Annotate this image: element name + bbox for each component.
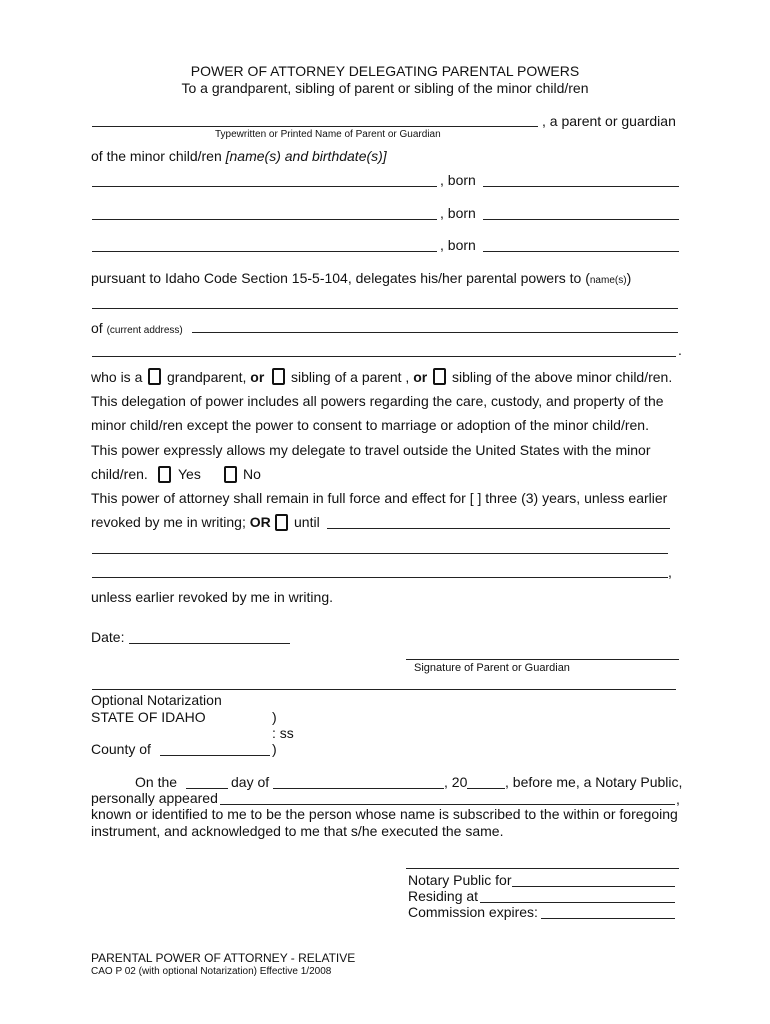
minor-children-label: of the minor child/ren [name(s) and birthdate(s)] xyxy=(91,148,387,164)
birthdate-field-1[interactable] xyxy=(483,186,679,187)
signature-field[interactable] xyxy=(406,659,679,660)
commission-expires-label: Commission expires: xyxy=(408,904,538,920)
delegate-name-field[interactable] xyxy=(92,308,678,309)
notary-paren-open: ) xyxy=(272,709,277,725)
document-subtitle: To a grandparent, sibling of parent or sibling of the minor child/ren xyxy=(181,80,589,96)
notary-signature-field[interactable] xyxy=(406,868,679,869)
sibling-of-minor-label: sibling of the above minor child/ren. xyxy=(452,369,673,385)
travel-yes-label: Yes xyxy=(178,466,201,482)
until-label: until xyxy=(294,514,320,530)
signature-caption: Signature of Parent or Guardian xyxy=(414,662,570,674)
personally-appeared-label: personally appeared xyxy=(91,790,218,806)
grandparent-label: grandparent, or xyxy=(167,369,265,385)
notary-county-label: County of xyxy=(91,741,151,757)
residing-at-field[interactable] xyxy=(480,902,675,903)
sibling-of-parent-checkbox[interactable] xyxy=(272,368,285,385)
document-title: POWER OF ATTORNEY DELEGATING PARENTAL POWERS xyxy=(190,63,580,79)
until-comma: , xyxy=(668,564,672,580)
who-is-label: who is a xyxy=(91,369,143,385)
parent-guardian-label: , a parent or guardian xyxy=(542,113,676,129)
instrument-text: instrument, and acknowledged to me that s/he executed the same. xyxy=(91,823,504,839)
day-of-label: day of xyxy=(231,774,270,790)
on-the-label: On the xyxy=(135,774,178,790)
delegation-text-2: minor child/ren except the power to consent to marriage or adoption of the minor child/ren. xyxy=(91,417,649,433)
date-label: Date: xyxy=(91,629,125,645)
notary-ss: : ss xyxy=(272,725,294,741)
until-checkbox[interactable] xyxy=(275,514,288,531)
until-field-2[interactable] xyxy=(92,553,668,554)
child-name-field-1[interactable] xyxy=(92,186,437,187)
notary-paren-close: ) xyxy=(272,741,277,757)
county-field[interactable] xyxy=(160,755,270,756)
sibling-of-parent-label: sibling of a parent , or xyxy=(291,369,428,385)
delegation-text-1: This delegation of power includes all powers regarding the care, custody, and property of the xyxy=(91,393,664,409)
born-label-2: , born xyxy=(440,205,476,221)
sibling-of-minor-checkbox[interactable] xyxy=(433,368,446,385)
year-field[interactable] xyxy=(467,788,505,789)
address-field[interactable] xyxy=(192,332,678,333)
parent-name-field[interactable] xyxy=(92,126,538,127)
force-text-1: This power of attorney shall remain in full force and effect for [ ] three (3) years, unless earlier xyxy=(91,490,668,506)
known-text: known or identified to me to be the person whose name is subscribed to the within or foregoing xyxy=(91,806,678,822)
born-label-3: , born xyxy=(440,237,476,253)
travel-yes-checkbox[interactable] xyxy=(158,466,171,483)
notary-heading: Optional Notarization xyxy=(91,692,222,708)
until-date-field[interactable] xyxy=(327,528,670,529)
birthdate-field-3[interactable] xyxy=(483,251,679,252)
month-field[interactable] xyxy=(273,788,444,789)
travel-text-1: This power expressly allows my delegate to travel outside the United States with the minor xyxy=(91,442,651,458)
footer-title: PARENTAL POWER OF ATTORNEY - RELATIVE xyxy=(91,951,356,965)
until-field-3[interactable] xyxy=(92,577,668,578)
footer-code: CAO P 02 (with optional Notarization) Effective 1/2008 xyxy=(91,966,332,977)
notary-state: STATE OF IDAHO xyxy=(91,709,206,725)
force-text-2: revoked by me in writing; OR xyxy=(91,514,271,530)
day-field[interactable] xyxy=(186,788,228,789)
unless-revoked-text: unless earlier revoked by me in writing. xyxy=(91,589,333,605)
notary-divider xyxy=(92,689,676,690)
commission-expires-field[interactable] xyxy=(541,918,675,919)
appeared-comma: , xyxy=(676,791,680,807)
address-label: of (current address) xyxy=(91,320,183,336)
grandparent-checkbox[interactable] xyxy=(148,368,161,385)
travel-text-2: child/ren. xyxy=(91,466,148,482)
pursuant-statement: pursuant to Idaho Code Section 15-5-104, delegates his/her parental powers to (name(s)) xyxy=(91,270,632,286)
year-prefix: , 20 xyxy=(444,774,468,790)
travel-no-label: No xyxy=(243,466,261,482)
child-name-field-2[interactable] xyxy=(92,219,437,220)
before-me-text: , before me, a Notary Public, xyxy=(505,774,683,790)
born-label-1: , born xyxy=(440,172,476,188)
travel-no-checkbox[interactable] xyxy=(224,466,237,483)
birthdate-field-2[interactable] xyxy=(483,219,679,220)
address-period: . xyxy=(678,342,682,358)
date-field[interactable] xyxy=(129,643,290,644)
child-name-field-3[interactable] xyxy=(92,251,437,252)
notary-public-for-field[interactable] xyxy=(512,886,675,887)
appeared-name-field[interactable] xyxy=(220,804,675,805)
address-field-2[interactable] xyxy=(92,356,676,357)
parent-name-caption: Typewritten or Printed Name of Parent or Guardian xyxy=(215,129,441,140)
notary-public-for-label: Notary Public for xyxy=(408,872,512,888)
residing-at-label: Residing at xyxy=(408,888,479,904)
